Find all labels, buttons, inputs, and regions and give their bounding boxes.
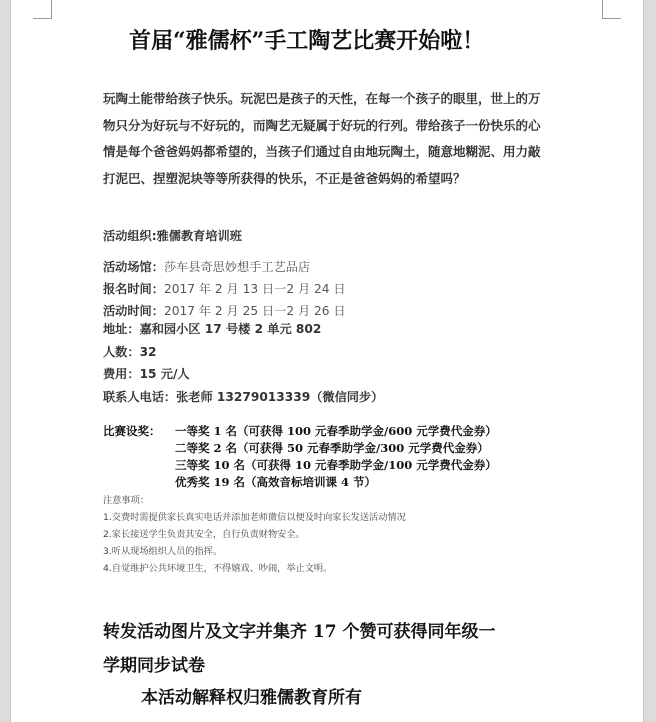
notes-item: 2.家长接送学生负责其安全，自行负责财物安全。 — [103, 529, 305, 540]
footer-line: 转发活动图片及文字并集齐 17 个赞可获得同年级一 — [103, 622, 496, 642]
notes-item: 3.听从现场组织人员的指挥。 — [103, 546, 223, 557]
contact-row — [103, 388, 383, 405]
prize-label: 比赛设奖： — [103, 424, 161, 438]
intro-line: 打泥巴、捏塑泥块等等所获得的快乐，不正是爸爸妈妈的希望吗？ — [103, 170, 466, 186]
address-row — [103, 320, 321, 337]
venue-label: 活动场馆： — [103, 260, 164, 274]
intro-paragraph — [103, 86, 575, 192]
contact-label: 联系人电话： — [103, 390, 177, 404]
contact-value: 张老师 13279013339（微信同步） — [176, 390, 384, 404]
page-corner-mark-left — [33, 0, 52, 19]
document-title: 首届“雅儒杯”手工陶艺比赛开始啦！ — [129, 28, 485, 54]
venue-row — [103, 258, 310, 275]
notes-heading: 注意事项： — [103, 495, 149, 506]
organizer-line: 活动组织:雅儒教育培训班 — [103, 229, 242, 243]
venue-value: 莎车县奇思妙想手工艺品店 — [163, 260, 311, 274]
fee-value: 15 元/人 — [139, 367, 190, 381]
notes-item: 1.交费时需提供家长真实电话并添加老师微信以便及时向家长发送活动情况 — [103, 512, 406, 523]
address-value: 嘉和园小区 17 号楼 2 单元 802 — [139, 322, 322, 336]
footer-line: 学期同步试卷 — [103, 656, 205, 676]
footer-disclaimer: 本活动解释权归雅儒教育所有 — [141, 688, 362, 708]
notes-item: 4.自觉维护公共环境卫生，不得嬉戏、吵闹，举止文明。 — [103, 563, 333, 574]
prize-item: 一等奖 1 名（可获得 100 元春季助学金/600 元学费代金券） — [175, 424, 497, 438]
event-time-row — [103, 302, 346, 319]
people-row — [103, 343, 157, 360]
document-page — [10, 0, 644, 722]
intro-line: 物只分为好玩与不好玩的，而陶艺无疑属于好玩的行列。带给孩子一份快乐的心 — [103, 117, 541, 133]
prize-item: 三等奖 10 名（可获得 10 元春季助学金/100 元学费代金券） — [175, 458, 497, 472]
people-label: 人数： — [103, 345, 140, 359]
prize-item: 优秀奖 19 名（高效音标培训课 4 节） — [175, 475, 377, 489]
fee-label: 费用： — [103, 367, 140, 381]
prize-item: 二等奖 2 名（可获得 50 元春季助学金/300 元学费代金券） — [175, 441, 489, 455]
address-label: 地址： — [103, 322, 140, 336]
people-value: 32 — [139, 345, 157, 359]
event-time-label: 活动时间： — [103, 304, 164, 318]
fee-row — [103, 365, 190, 382]
signup-value: 2017 年 2 月 13 日一2 月 24 日 — [163, 282, 346, 296]
event-time-value: 2017 年 2 月 25 日一2 月 26 日 — [163, 304, 346, 318]
intro-line: 玩陶土能带给孩子快乐。玩泥巴是孩子的天性，在每一个孩子的眼里，世上的万 — [103, 91, 541, 106]
intro-line: 情是每个爸爸妈妈都希望的，当孩子们通过自由地玩陶土，随意地糊泥、用力敲 — [103, 144, 541, 160]
signup-row — [103, 280, 346, 297]
page-corner-mark-right — [602, 0, 621, 19]
signup-label: 报名时间： — [103, 282, 164, 296]
